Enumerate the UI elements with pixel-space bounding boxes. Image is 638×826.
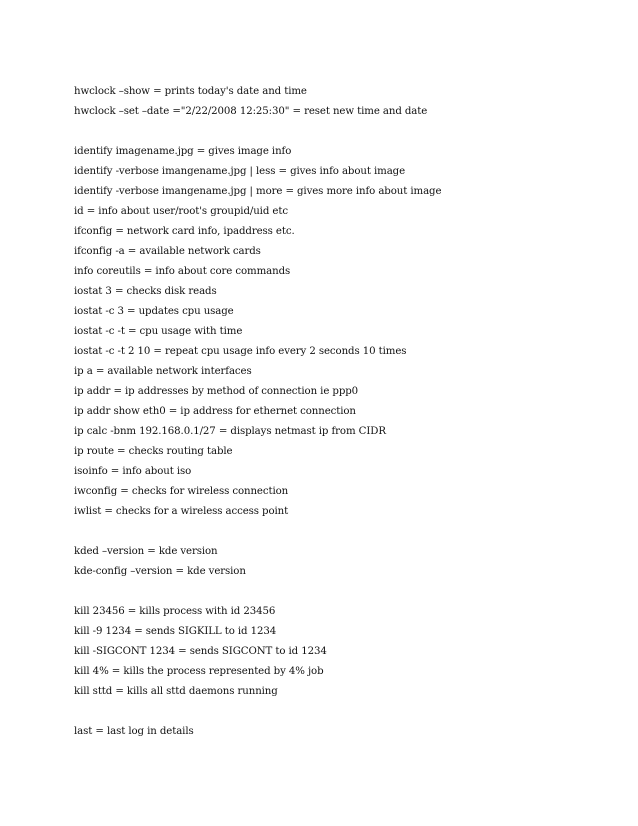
text-line: kded –version = kde version bbox=[74, 546, 218, 557]
text-line: iostat 3 = checks disk reads bbox=[74, 286, 217, 297]
blank-line bbox=[74, 522, 614, 542]
text-line: identify -verbose imangename.jpg | more = gives more info about image bbox=[74, 186, 442, 197]
text-line: isoinfo = info about iso bbox=[74, 466, 192, 477]
text-line: ip a = available network interfaces bbox=[74, 366, 252, 377]
text-line: iostat -c 3 = updates cpu usage bbox=[74, 306, 234, 317]
blank-line bbox=[74, 702, 614, 722]
text-line: ip calc -bnm 192.168.0.1/27 = displays netmast ip from CIDR bbox=[74, 426, 386, 437]
text-line: identify -verbose imangename.jpg | less = gives info about image bbox=[74, 166, 406, 177]
text-line: iwconfig = checks for wireless connection bbox=[74, 486, 289, 497]
text-line: id = info about user/root's groupid/uid etc bbox=[74, 206, 288, 217]
text-line: hwclock –set –date ="2/22/2008 12:25:30" = reset new time and date bbox=[74, 106, 428, 117]
text-line: kde-config –version = kde version bbox=[74, 566, 246, 577]
blank-line bbox=[74, 582, 614, 602]
text-line: ifconfig -a = available network cards bbox=[74, 246, 261, 257]
text-line: ip addr = ip addresses by method of connection ie ppp0 bbox=[74, 386, 359, 397]
command-group-last bbox=[74, 722, 614, 742]
text-line: hwclock –show = prints today's date and time bbox=[74, 86, 307, 97]
blank-line bbox=[74, 122, 614, 142]
command-group-kill bbox=[74, 602, 614, 702]
text-line: kill -9 1234 = sends SIGKILL to id 1234 bbox=[74, 626, 277, 637]
document-body bbox=[74, 82, 614, 742]
text-line: ip route = checks routing table bbox=[74, 446, 233, 457]
text-line: kill 23456 = kills process with id 23456 bbox=[74, 606, 276, 617]
command-group-i bbox=[74, 142, 614, 522]
text-line: iostat -c -t = cpu usage with time bbox=[74, 326, 243, 337]
command-group-kde bbox=[74, 542, 614, 582]
text-line: iwlist = checks for a wireless access point bbox=[74, 506, 289, 517]
text-line: info coreutils = info about core commands bbox=[74, 266, 291, 277]
command-group-hwclock bbox=[74, 82, 614, 122]
text-line: kill sttd = kills all sttd daemons running bbox=[74, 686, 278, 697]
text-line: last = last log in details bbox=[74, 726, 194, 737]
text-line: ifconfig = network card info, ipaddress etc. bbox=[74, 226, 295, 237]
text-line: ip addr show eth0 = ip address for ethernet connection bbox=[74, 406, 356, 417]
text-line: kill -SIGCONT 1234 = sends SIGCONT to id 1234 bbox=[74, 646, 327, 657]
text-line: kill 4% = kills the process represented by 4% job bbox=[74, 666, 324, 677]
text-line: identify imagename.jpg = gives image info bbox=[74, 146, 292, 157]
text-line: iostat -c -t 2 10 = repeat cpu usage info every 2 seconds 10 times bbox=[74, 346, 407, 357]
